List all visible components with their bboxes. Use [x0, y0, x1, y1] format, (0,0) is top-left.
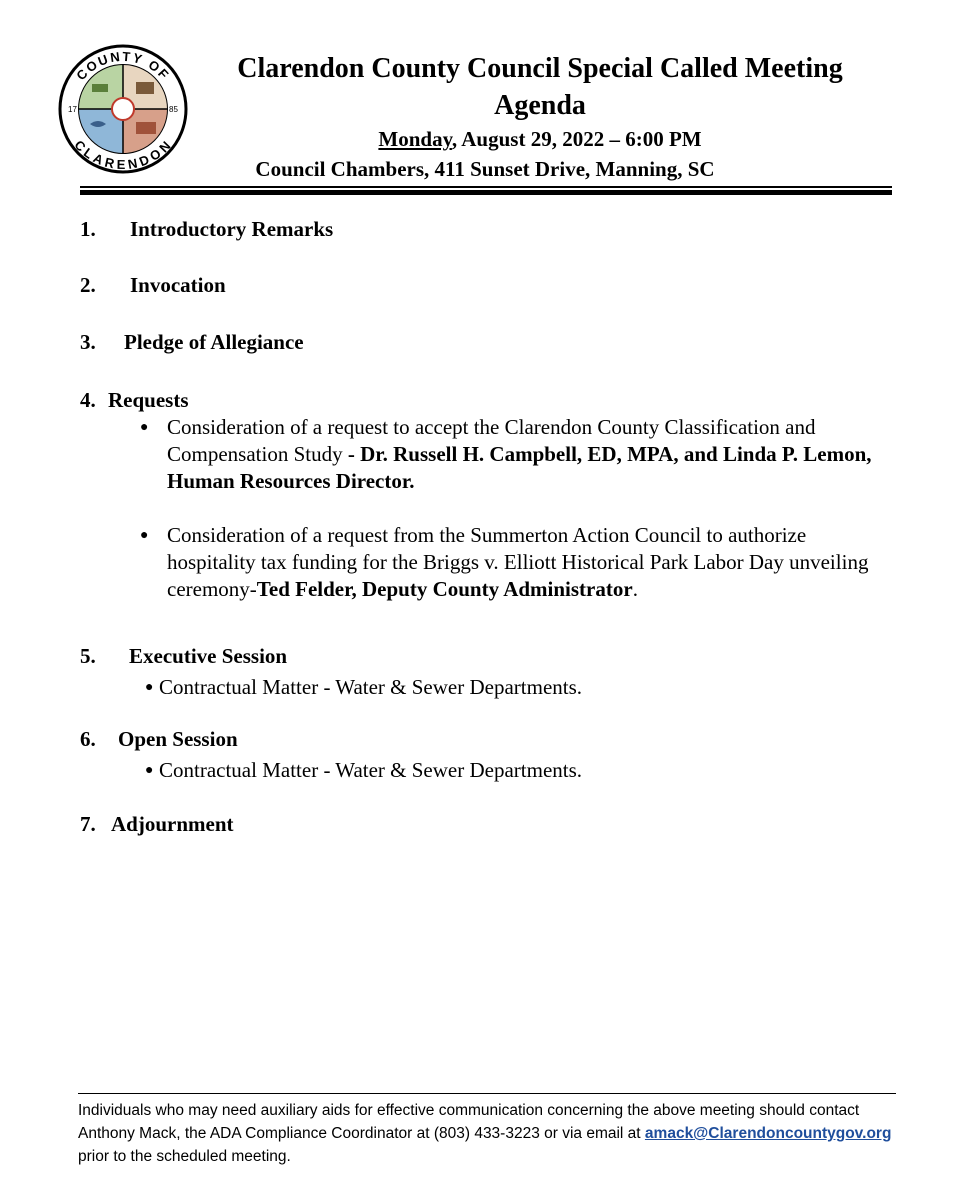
- request-1-text: Consideration of a request to accept the Clarendon County Classification and Compensation Study: [167, 415, 816, 466]
- bullet-icon: ●: [140, 420, 149, 435]
- header-divider-thin: [80, 186, 892, 188]
- ada-notice-text: Individuals who may need auxiliary aids for effective communication concerning the above meeting should contact Anthony Mack, the ADA Compliance Coordinator at (803) 433-3223 or via email at: [78, 1102, 860, 1142]
- ada-notice-end: prior to the scheduled meeting.: [78, 1148, 291, 1165]
- meeting-day: Monday: [378, 127, 452, 151]
- agenda-item-label: Introductory Remarks: [130, 217, 334, 241]
- agenda-item-label: Pledge of Allegiance: [124, 330, 304, 354]
- svg-text:COUNTY OF: [73, 49, 173, 83]
- agenda-item-number: 6.: [80, 727, 96, 751]
- ada-email-link[interactable]: amack@Clarendoncountygov.org: [644, 1125, 892, 1142]
- bullet-icon: ●: [145, 680, 154, 695]
- seal-top-text: COUNTY OF: [73, 48, 173, 84]
- request-1-presenter: - Dr. Russell H. Campbell, ED, MPA, and Linda P. Lemon, Human Resources Director.: [167, 442, 872, 493]
- request-2-presenter: Ted Felder, Deputy County Administrator: [256, 577, 633, 601]
- header-divider-thick: [80, 190, 892, 195]
- footer-divider: [78, 1093, 896, 1094]
- seal-year-left: 17: [68, 105, 77, 114]
- agenda-item-label: Invocation: [130, 273, 226, 297]
- agenda-item-label: Requests: [108, 388, 189, 412]
- agenda-item-number: 5.: [80, 644, 96, 668]
- open-session-item: Contractual Matter - Water & Sewer Departments.: [159, 758, 583, 782]
- agenda-item-number: 7.: [80, 812, 96, 836]
- meeting-date: [200, 126, 880, 152]
- seal-bottom-text: CLARENDON: [71, 137, 175, 173]
- agenda-item-number: 1.: [80, 217, 96, 241]
- meeting-date-time: , August 29, 2022 – 6:00 PM: [451, 127, 702, 151]
- executive-session-item: Contractual Matter - Water & Sewer Departments.: [159, 675, 583, 699]
- agenda-title: Agenda: [494, 90, 586, 121]
- meeting-title: Clarendon County Council Special Called Meeting: [237, 53, 843, 84]
- bullet-icon: ●: [140, 528, 149, 543]
- agenda-item-number: 2.: [80, 273, 96, 297]
- request-2-trailing: .: [632, 577, 638, 601]
- agenda-item-label: Adjournment: [111, 812, 234, 836]
- meeting-location: Council Chambers, 411 Sunset Drive, Manning, SC: [255, 157, 715, 181]
- agenda-item-label: Executive Session: [129, 644, 288, 668]
- agenda-item-number: 3.: [80, 330, 96, 354]
- ada-notice: [78, 1099, 898, 1168]
- agenda-item-label: Open Session: [118, 727, 238, 751]
- seal-lettering: [58, 44, 188, 174]
- agenda-item-number: 4.: [80, 388, 96, 412]
- seal-year-right: 85: [169, 105, 178, 114]
- request-2: [167, 522, 877, 603]
- request-1: [167, 414, 887, 495]
- bullet-icon: ●: [145, 763, 154, 778]
- request-2-text: Consideration of a request from the Summerton Action Council to authorize hospitality tax funding for the Briggs v. Elliott Historical Park Labor Day unveiling ceremony-: [167, 523, 869, 601]
